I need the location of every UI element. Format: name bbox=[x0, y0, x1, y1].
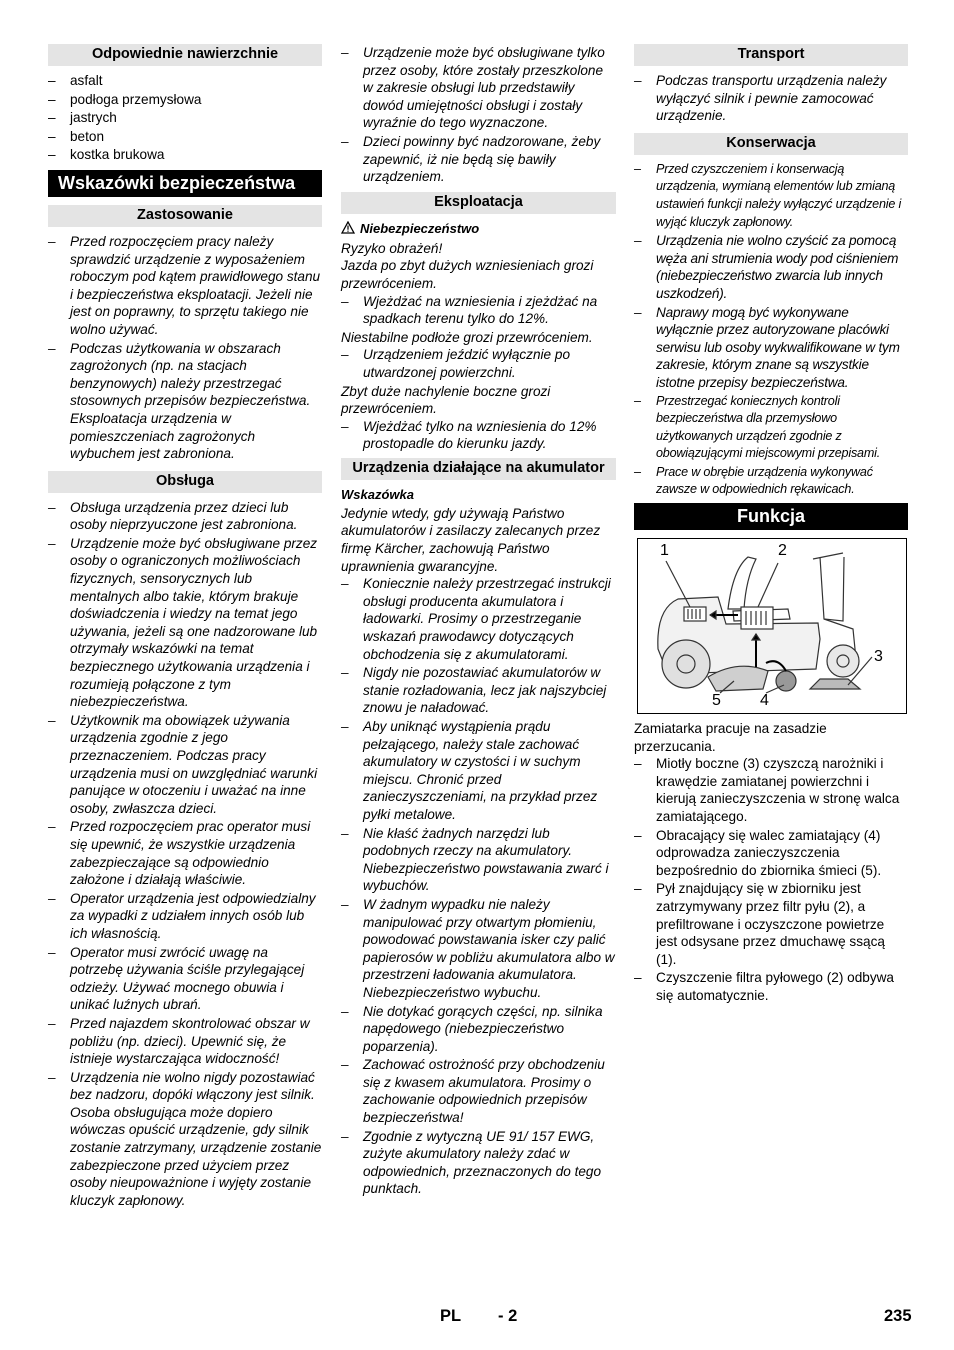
exploitation-heading: Eksploatacja bbox=[341, 192, 616, 214]
danger-list bbox=[341, 293, 616, 328]
list-item: – Przed czyszczeniem i konserwacją urządzenia, wymianą elementów lub zmianą ustawień funkcji należy wyłączyć urządzenie i wyjąć kluczyk zapłonowy. bbox=[634, 161, 908, 231]
list-item: – Przestrzegać koniecznych kontroli bezpieczeństwa dla przemysłowo użytkowanych urządzeń zgodnie z obowiązującymi miejscowymi przepisami. bbox=[634, 393, 908, 463]
page-number: 235 bbox=[884, 1307, 912, 1325]
list-item: – Operator urządzenia jest odpowiedzialny za wypadki z udziałem innych osób lub ich własnością. bbox=[48, 890, 322, 943]
callout-4: 4 bbox=[760, 692, 769, 710]
callout-1: 1 bbox=[660, 542, 669, 560]
list-item: – Urządzenia nie wolno nigdy pozostawiać bez nadzoru, dopóki włączony jest silnik. Osoba obsługująca może dopiero wówczas opuścić urządzenie, gdy silnik zostanie zatrzymany, urządzenie zostanie zabezpieczone przed użyciem przez osoby nieupoważnione i wyjęty zostanie kluczyk zapłonowy. bbox=[48, 1069, 322, 1210]
danger-line: Jazda po zbyt dużych wzniesieniach grozi przewróceniem. bbox=[341, 258, 594, 291]
danger-list bbox=[341, 418, 616, 453]
transport-heading: Transport bbox=[634, 44, 908, 66]
battery-list bbox=[341, 575, 616, 1198]
list-item: – Nie dotykać gorących części, np. silnika napędowego (niebezpieczeństwo poparzenia). bbox=[341, 1003, 616, 1056]
callout-2: 2 bbox=[778, 542, 787, 560]
list-item: – beton bbox=[48, 128, 322, 146]
note-text: Jedynie wtedy, gdy używają Państwo akumulatorów i zasilaczy zalecanych przez firmę Kärcher, zachowują Państwo uprawnienia gwarancyjne. bbox=[341, 505, 601, 574]
list-item: – Urządzeniem jeździć wyłącznie po utwardzonej powierzchni. bbox=[341, 346, 616, 381]
list-item: – Czyszczenie filtra pyłowego (2) odbywa się automatycznie. bbox=[634, 969, 908, 1004]
footer-section: - 2 bbox=[498, 1307, 518, 1325]
function-intro: Zamiatarka pracuje na zasadzie przerzucania. bbox=[634, 721, 827, 754]
note-label: Wskazówka bbox=[341, 486, 414, 502]
list-item: – Użytkownik ma obowiązek używania urządzenia zgodnie z jego przeznaczeniem. Podczas pracy urządzenia musi on uwzględniać warunki panujące w otoczeniu i uważać na inne osoby, zwłaszcza dzieci. bbox=[48, 712, 322, 818]
list-item: – Zachować ostrożność przy obchodzeniu się z kwasem akumulatora. Prosimy o zachowanie odpowiednich przepisów bezpieczeństwa! bbox=[341, 1056, 616, 1126]
callout-5: 5 bbox=[712, 692, 721, 710]
sweeper-drawing bbox=[638, 539, 906, 713]
list-item: – Obracający się walec zamiatający (4) odprowadza zanieczyszczenia bezpośrednio do zbiornika śmieci (5). bbox=[634, 827, 908, 880]
column-left bbox=[48, 44, 322, 1213]
list-item: – jastrych bbox=[48, 109, 322, 127]
list-item: – Urządzenie może być obsługiwane tylko przez osoby, które zostały przeszkolone w zakresie obsługi lub przedstawiły dowód umiejętności obsługi i zostały wyraźnie do tego wyznaczone. bbox=[341, 44, 616, 132]
operation-continued-list bbox=[341, 44, 616, 186]
callout-3: 3 bbox=[874, 648, 883, 666]
list-item: – kostka brukowa bbox=[48, 146, 322, 164]
operation-list bbox=[48, 499, 322, 1210]
usage-list bbox=[48, 233, 322, 463]
transport-list bbox=[634, 72, 908, 125]
list-item: – Koniecznie należy przestrzegać instrukcji obsługi producenta akumulatora i ładowarki. Prosimy o przestrzeganie wskazań prawodawcy dotyczących obchodzenia się z akumulatorami. bbox=[341, 575, 616, 663]
warning-triangle-icon bbox=[341, 221, 355, 234]
list-item: – Operator musi zwrócić uwagę na potrzebę używania ściśle przylegającej odzieży. Używać mocnego obuwia i unikać luźnych ubrań. bbox=[48, 944, 322, 1014]
battery-heading: Urządzenia działające na akumulator bbox=[341, 458, 616, 480]
lateral-text: Zbyt duże nachylenie boczne grozi przewróceniem. bbox=[341, 383, 551, 417]
danger-title bbox=[341, 220, 616, 237]
list-item: – Nie kłaść żadnych narzędzi lub podobnych rzeczy na akumulatory. Niebezpieczeństwo powstawania zwarć i wybuchów. bbox=[341, 825, 616, 895]
unstable-text: Niestabilne podłoże grozi przewróceniem. bbox=[341, 329, 593, 345]
maintenance-list bbox=[634, 161, 908, 499]
list-item: – Przed rozpoczęciem prac operator musi się upewnić, że wszystkie urządzenia zabezpieczające są odpowiednio założone i działają właściwie. bbox=[48, 818, 322, 888]
list-item: – Dzieci powinny być nadzorowane, żeby zapewnić, iż nie będą się bawiły urządzeniem. bbox=[341, 133, 616, 186]
list-item: – Pył znajdujący się w zbiorniku jest zatrzymywany przez filtr pyłu (2), a prefiltrowane i oczyszczone powietrze jest odsysane przez dmuchawę ssącą (1). bbox=[634, 880, 908, 968]
list-item: – Aby uniknąć wystąpienia prądu pełzającego, należy stale zachować akumulatory w czystości i w suchym miejscu. Chronić przed zanieczyszczeniami, na przykład przez pyłki metalowe. bbox=[341, 718, 616, 824]
list-item: – Urządzenie może być obsługiwane przez osoby o ograniczonych możliwościach fizycznych, sensorycznych lub mentalnych albo takie, którym brakuje doświadczenia i wiedzy na temat jego używania, jeżeli są one nadzorowane lub otrzymały wskazówki na temat bezpiecznego użytkowania urządzenia i rozumieją połączone z tym niebezpieczeństwa. bbox=[48, 535, 322, 711]
maintenance-heading: Konserwacja bbox=[634, 133, 908, 155]
list-item: – Wjeżdżać na wzniesienia i zjeżdżać na spadkach terenu tylko do 12%. bbox=[341, 293, 616, 328]
list-item: – Naprawy mogą być wykonywane wyłącznie przez autoryzowane placówki serwisu lub osoby wykwalifikowane w tym zakresie, którym znane są wszystkie istotne przepisy bezpieczeństwa. bbox=[634, 304, 908, 392]
function-list bbox=[634, 755, 908, 1004]
list-item: – Miotły boczne (3) czyszczą narożniki i krawędzie zamiatanej powierzchni i kierują zanieczyszczenia w stronę walca zamiatającego. bbox=[634, 755, 908, 825]
danger-list bbox=[341, 346, 616, 381]
list-item: – Obsługa urządzenia przez dzieci lub osoby nieprzyuczone jest zabroniona. bbox=[48, 499, 322, 534]
footer-language: PL bbox=[440, 1307, 462, 1325]
surfaces-list bbox=[48, 72, 322, 164]
safety-heading: Wskazówki bezpieczeństwa bbox=[48, 170, 322, 197]
seat-back bbox=[728, 557, 756, 609]
list-item: – Prace w obrębie urządzenia wykonywać zawsze w odpowiednich rękawicach. bbox=[634, 464, 908, 499]
list-item: – Wjeżdżać tylko na wzniesienia do 12% prostopadle do kierunku jazdy. bbox=[341, 418, 616, 453]
operation-heading: Obsługa bbox=[48, 471, 322, 493]
function-heading: Funkcja bbox=[634, 503, 908, 530]
list-item: – Podczas użytkowania w obszarach zagrożonych (np. na stacjach benzynowych) należy przestrzegać stosownych przepisów bezpieczeństwa. Eksploatacja urządzenia w pomieszczeniach zagrożonych wybuchem jest zabroniona. bbox=[48, 340, 322, 463]
danger-label: Niebezpieczeństwo bbox=[360, 220, 480, 236]
danger-line: Ryzyko obrażeń! bbox=[341, 240, 443, 256]
list-item: – Zgodnie z wytyczną UE 91/ 157 EWG, zużyte akumulatory należy zdać w odpowiednich, przeznaczonych do tego punktach. bbox=[341, 1128, 616, 1198]
usage-heading: Zastosowanie bbox=[48, 205, 322, 227]
list-item: – asfalt bbox=[48, 72, 322, 90]
list-item: – Podczas transportu urządzenia należy wyłączyć silnik i pewnie zamocować urządzenie. bbox=[634, 72, 908, 125]
column-right bbox=[634, 44, 908, 1009]
sweeper-diagram bbox=[637, 538, 907, 714]
column-middle bbox=[341, 44, 616, 1202]
list-item: – podłoga przemysłowa bbox=[48, 91, 322, 109]
list-item: – Urządzenia nie wolno czyścić za pomocą węża ani strumienia wody pod ciśnieniem (niebezpieczeństwo zwarcia lub innych uszkodzeń). bbox=[634, 232, 908, 302]
list-item: – Przed rozpoczęciem pracy należy sprawdzić urządzenie z wyposażeniem roboczym pod kątem prawidłowego stanu i bezpieczeństwa eksploatacji. Jeżeli nie jest on poprawny, to sprzętu takiego nie wolno używać. bbox=[48, 233, 322, 339]
list-item: – W żadnym wypadku nie należy manipulować przy otwartym płomieniu, powodować powstawania isker czy palić papierosów w pobliżu akumulatora albo w przestrzeni ładowania akumulatora. Niebezpieczeństwo wybuchu. bbox=[341, 896, 616, 1002]
surfaces-heading: Odpowiednie nawierzchnie bbox=[48, 44, 322, 66]
list-item: – Nigdy nie pozostawiać akumulatorów w stanie rozładowania, lecz jak najszybciej znowu je naładować. bbox=[341, 664, 616, 717]
list-item: – Przed najazdem skontrolować obszar w pobliżu (np. dzieci). Upewnić się, że istnieje wystarczająca widoczność! bbox=[48, 1015, 322, 1068]
